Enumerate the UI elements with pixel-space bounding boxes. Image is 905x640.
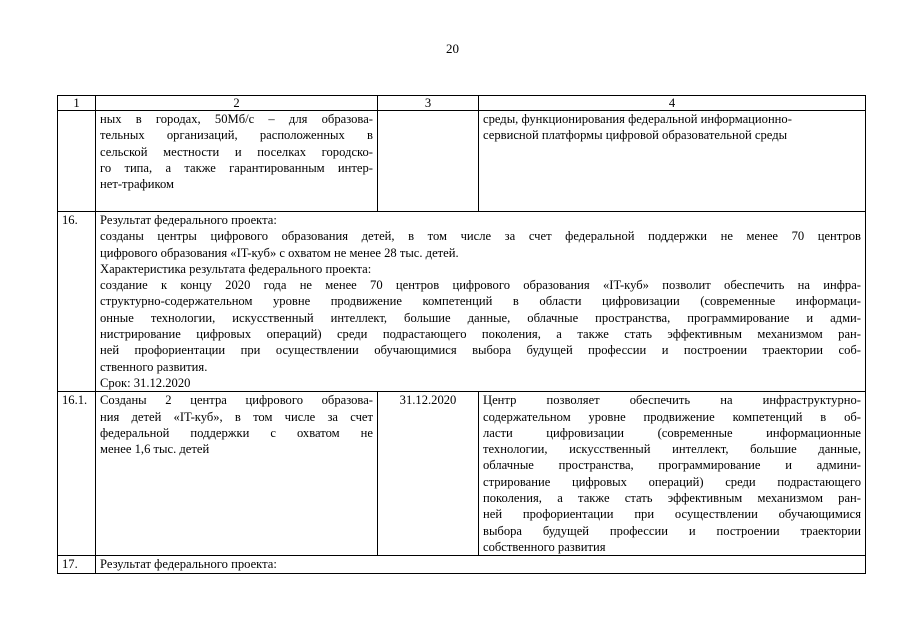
table-row — [58, 111, 866, 212]
text-line: ных в городах, 50Мб/с – для образова- — [100, 112, 373, 126]
text-line: ней профориентации при осуществлении обучающимися выбора будущей профессии и построении траектории соб- — [100, 343, 861, 358]
text-line: менее 1,6 тыс. детей — [100, 442, 210, 457]
text-line: выбора будущей профессии и построении траектории — [483, 523, 861, 538]
table-row — [58, 212, 866, 392]
row-number-cell: 17. — [58, 556, 96, 573]
text-line: цифрового образования «IT-куб» с охватом не менее 28 тыс. детей. — [100, 245, 459, 260]
text-line: Характеристика результата федерального проекта: — [100, 261, 372, 276]
text-line: облачные пространства, программирование и админи- — [483, 458, 861, 473]
text-line: технологии, искусственный интеллект, большие данные, — [483, 442, 861, 457]
notes-cell — [479, 392, 866, 556]
text-line: онные технологии, искусственный интеллект, большие данные, облачные пространства, программирование и адми- — [100, 310, 861, 325]
text-line: сельской местности и поселках городско- — [100, 144, 373, 159]
document-table — [57, 95, 866, 574]
notes-cell — [479, 111, 866, 212]
text-line: Созданы 2 центра цифрового образова- — [100, 393, 373, 408]
text-line: содержательном уровне продвижение компетенций в об- — [483, 409, 861, 424]
text-line: созданы центры цифрового образования детей, в том числе за счет федеральной поддержки не менее 70 центров — [100, 229, 861, 244]
text-line: поколения, а также стать эффективным механизмом ран- — [483, 491, 861, 506]
text-line: федеральной поддержки с охватом не — [100, 425, 373, 440]
header-cell: 4 — [479, 96, 866, 111]
text-line: нистрирование цифровых операций) среди подрастающего поколения, а также стать эффективным механизмом ран- — [100, 327, 861, 342]
description-cell — [96, 111, 378, 212]
table-header-row — [58, 96, 866, 111]
text-line: собственного развития — [483, 539, 606, 554]
table-row — [58, 392, 866, 556]
text-line: Результат федерального проекта: — [100, 213, 277, 227]
text-line: го типа, а также гарантированным интер- — [100, 160, 373, 175]
result-cell: Результат федерального проекта: — [96, 556, 866, 573]
text-line: структурно-содержательном уровне продвижение компетенций в области цифровизации (современные информаци- — [100, 294, 861, 309]
row-number-cell: 16. — [58, 212, 96, 392]
page-number: 20 — [446, 41, 459, 56]
text-line: сервисной платформы цифровой образовательной среды — [483, 128, 788, 143]
row-number-cell: 16.1. — [58, 392, 96, 556]
text-line: ней профориентации при осуществлении обучающимися — [483, 507, 861, 522]
text-line: среды, функционирования федеральной информационно- — [483, 112, 792, 126]
header-cell: 3 — [378, 96, 479, 111]
text-line: создание к концу 2020 года не менее 70 центров цифрового образования «IT-куб» позволит обеспечить на инфра- — [100, 278, 861, 293]
header-cell: 2 — [96, 96, 378, 111]
table-row — [58, 556, 866, 573]
row-number-cell — [58, 111, 96, 212]
text-line: тельных организаций, расположенных в — [100, 128, 373, 143]
date-cell — [378, 111, 479, 212]
text-line: ственного развития. — [100, 359, 208, 374]
text-line: стрирование цифровых операций) среди подрастающего — [483, 474, 861, 489]
text-line: ния детей «IT-куб», в том числе за счет — [100, 409, 373, 424]
description-cell — [96, 392, 378, 556]
result-cell — [96, 212, 866, 392]
text-line: Центр позволяет обеспечить на инфраструктурно- — [483, 393, 861, 408]
text-line: ласти цифровизации (современные информационные — [483, 425, 861, 440]
date-cell: 31.12.2020 — [378, 392, 479, 556]
text-line: Срок: 31.12.2020 — [100, 375, 191, 390]
header-cell: 1 — [58, 96, 96, 111]
text-line: нет-трафиком — [100, 177, 174, 192]
